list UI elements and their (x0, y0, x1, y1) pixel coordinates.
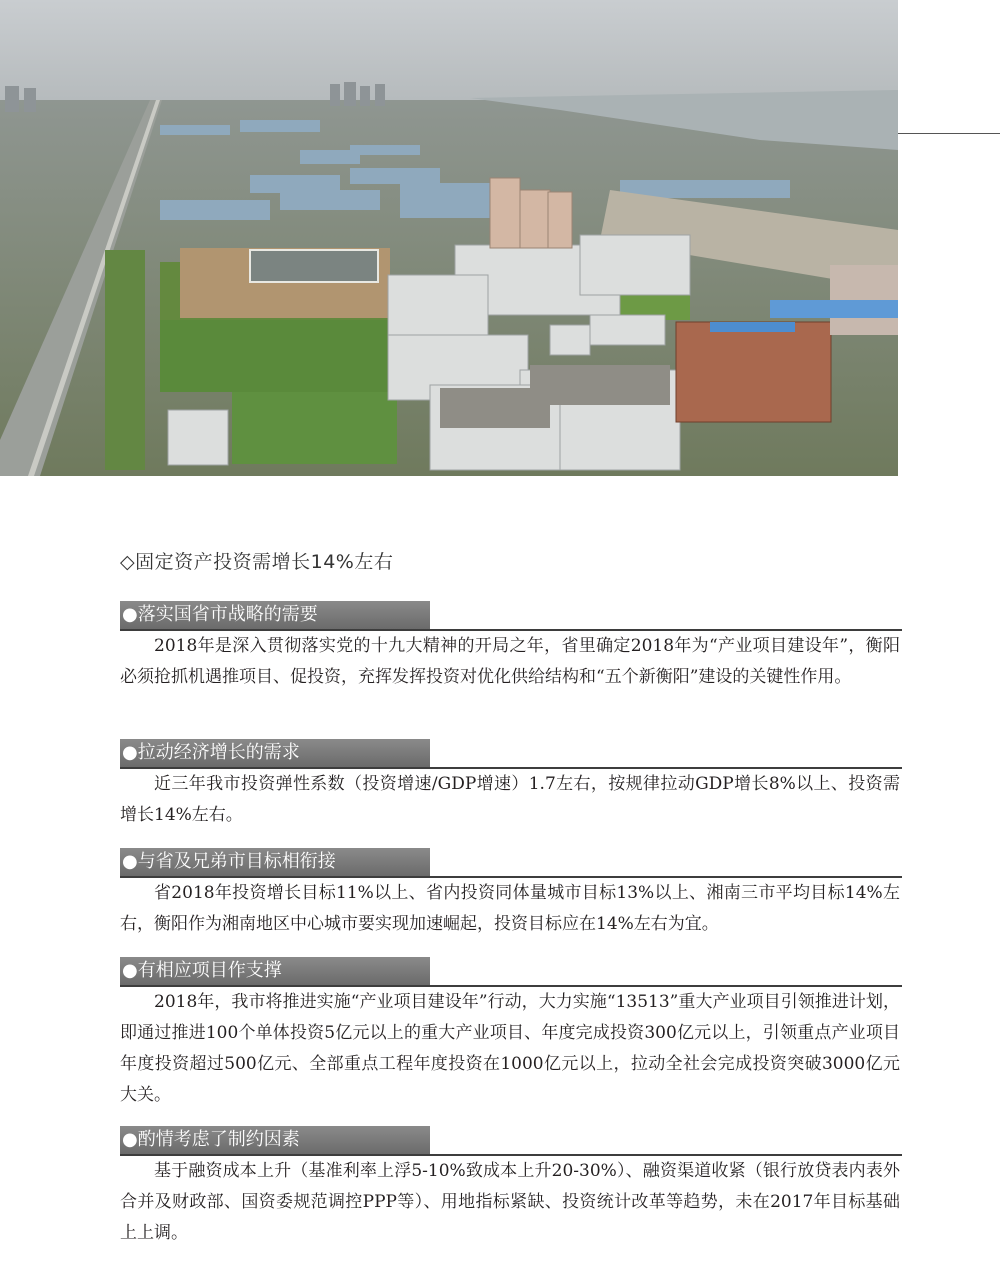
section-5-title: ●酌情考虑了制约因素 (120, 1126, 430, 1156)
section-2 (120, 739, 900, 831)
aerial-photo (0, 0, 898, 476)
section-2-text: 近三年我市投资弹性系数（投资增速/GDP增速）1.7左右，按规律拉动GDP增长8%以上、投资需增长14%左右。 (120, 774, 900, 825)
section-3-text: 省2018年投资增长目标11%以上、省内投资同体量城市目标13%以上、湘南三市平均目标14%左右，衡阳作为湘南地区中心城市要实现加速崛起，投资目标应在14%左右为宜。 (120, 883, 900, 934)
section-1-text: 2018年是深入贯彻落实党的十九大精神的开局之年，省里确定2018年为“产业项目建设年”，衡阳必须抢抓机遇推项目、促投资，充挥发挥投资对优化供给结构和“五个新衡阳”建设的关键性作用。 (120, 636, 900, 687)
section-4 (120, 957, 900, 1111)
section-3 (120, 848, 900, 940)
section-4-title: ●有相应项目作支撑 (120, 957, 430, 987)
margin-rule (898, 133, 1000, 134)
section-1-title: ●落实国省市战略的需要 (120, 601, 430, 631)
section-4-text: 2018年，我市将推进实施“产业项目建设年”行动，大力实施“13513”重大产业项目引领推进计划，即通过推进100个单体投资5亿元以上的重大产业项目、年度完成投资300亿元以上，引领重点产业项目年度投资超过500亿元、全部重点工程年度投资在1000亿元以上，拉动全社会完成投资突破3000亿元大关。 (120, 992, 900, 1105)
section-1 (120, 601, 900, 693)
section-5 (120, 1126, 900, 1249)
section-heading: ◇固定资产投资需增长14%左右 (120, 551, 394, 573)
section-5-text: 基于融资成本上升（基准利率上浮5-10%致成本上升20-30%）、融资渠道收紧（银行放贷表内表外合并及财政部、国资委规范调控PPP等）、用地指标紧缺、投资统计改革等趋势，未在2017年目标基础上上调。 (120, 1161, 900, 1243)
section-2-title: ●拉动经济增长的需求 (120, 739, 430, 769)
section-3-title: ●与省及兄弟市目标相衔接 (120, 848, 430, 878)
